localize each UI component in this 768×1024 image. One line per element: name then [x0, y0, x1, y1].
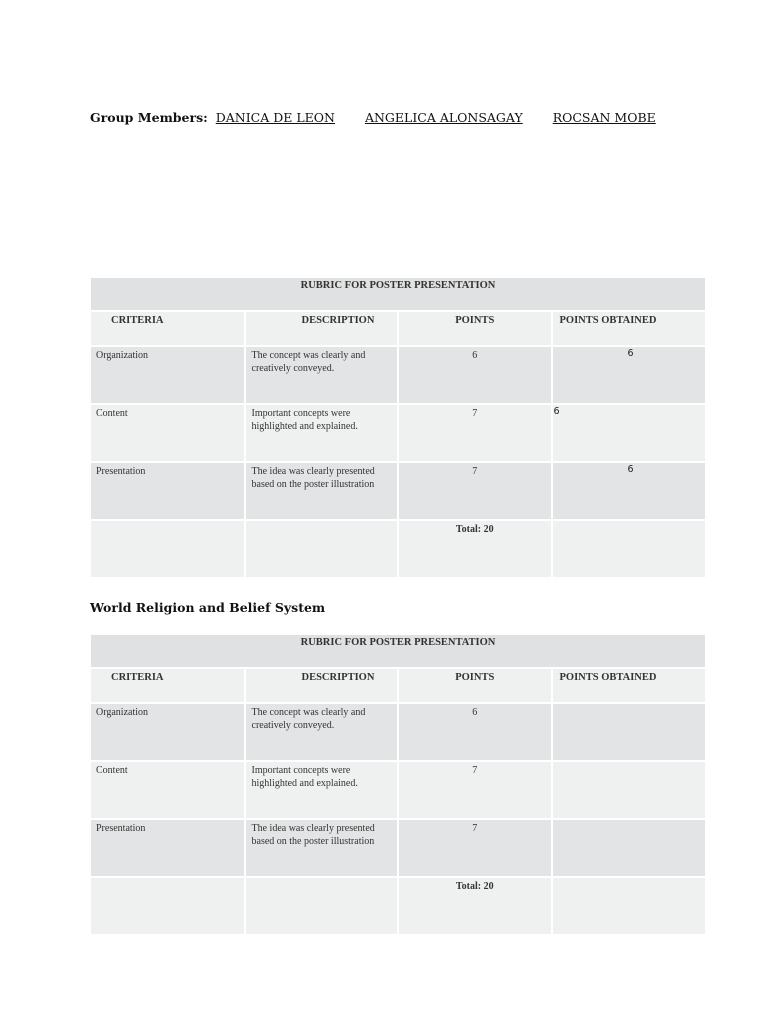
header-points: POINTS [398, 311, 552, 346]
header-description: DESCRIPTION [245, 311, 399, 346]
obtained-cell [552, 346, 706, 404]
empty-cell [91, 520, 245, 578]
total-row [91, 520, 705, 578]
description-cell: Important concepts were highlighted and explained. [245, 404, 399, 462]
header-description: DESCRIPTION [245, 668, 399, 703]
rubric-title: RUBRIC FOR POSTER PRESENTATION [91, 635, 705, 668]
points-cell: 7 [398, 819, 552, 877]
empty-cell [91, 877, 245, 935]
criteria-cell: Presentation [91, 819, 245, 877]
description-cell: The concept was clearly and creatively conveyed. [245, 703, 399, 761]
member-name: ROCSAN MOBE [552, 110, 656, 125]
empty-cell [245, 520, 399, 578]
rubric-title: RUBRIC FOR POSTER PRESENTATION [91, 278, 705, 311]
obtained-cell [552, 462, 706, 520]
member-name: DANICA DE LEON [215, 110, 335, 125]
points-cell: 6 [398, 346, 552, 404]
description-cell: The concept was clearly and creatively conveyed. [245, 346, 399, 404]
subject-title: World Religion and Belief System [90, 600, 326, 615]
criteria-cell: Presentation [91, 462, 245, 520]
obtained-cell [552, 404, 706, 462]
points-cell: 7 [398, 462, 552, 520]
criteria-cell: Organization [91, 703, 245, 761]
header-criteria: CRITERIA [91, 668, 245, 703]
header-points: POINTS [398, 668, 552, 703]
criteria-cell: Organization [91, 346, 245, 404]
group-members-label: Group Members [90, 110, 204, 125]
table-row [91, 462, 705, 520]
rubric-table [91, 635, 705, 936]
criteria-cell: Content [91, 404, 245, 462]
description-cell: The idea was clearly presented based on the poster illustration [245, 819, 399, 877]
obtained-cell [552, 761, 706, 819]
header-criteria: CRITERIA [91, 311, 245, 346]
obtained-cell [552, 703, 706, 761]
description-cell: Important concepts were highlighted and explained. [245, 761, 399, 819]
rubric-table [91, 278, 705, 579]
points-cell: 7 [398, 404, 552, 462]
total-cell: Total: 20 [398, 877, 552, 935]
points-cell: 6 [398, 703, 552, 761]
obtained-cell [552, 819, 706, 877]
obtained-value: 6 [553, 406, 560, 417]
total-cell: Total: 20 [398, 520, 552, 578]
empty-cell [245, 877, 399, 935]
points-cell: 7 [398, 761, 552, 819]
criteria-cell: Content [91, 761, 245, 819]
table-row [91, 819, 705, 877]
member-name: ANGELICA ALONSAGAY [364, 110, 523, 125]
description-cell: The idea was clearly presented based on the poster illustration [245, 462, 399, 520]
obtained-value: 6 [627, 348, 634, 359]
header-points-obtained: POINTS OBTAINED [552, 311, 706, 346]
empty-cell [552, 520, 706, 578]
obtained-value: 6 [627, 464, 634, 475]
group-members-colon: : [203, 110, 208, 125]
table-row [91, 404, 705, 462]
total-row [91, 877, 705, 935]
group-members-line [90, 110, 656, 125]
table-row [91, 761, 705, 819]
header-points-obtained: POINTS OBTAINED [552, 668, 706, 703]
table-row [91, 703, 705, 761]
empty-cell [552, 877, 706, 935]
table-row [91, 346, 705, 404]
